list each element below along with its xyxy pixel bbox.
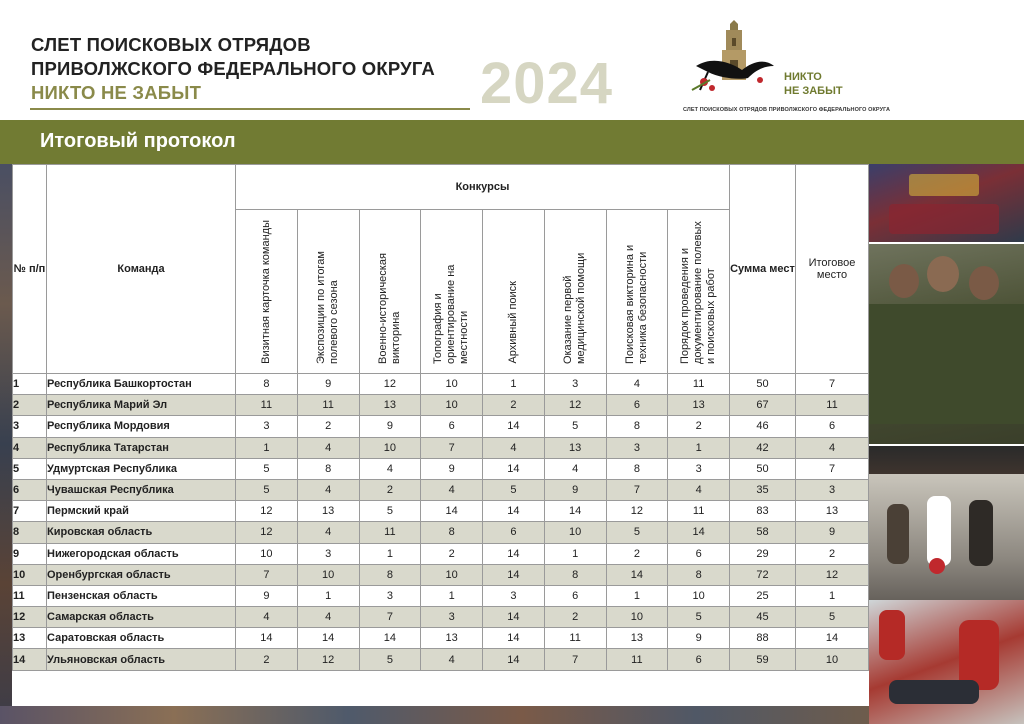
contest-place: 6 (668, 543, 730, 564)
contest-place: 11 (606, 649, 668, 670)
places-sum: 45 (730, 607, 796, 628)
contest-place: 1 (668, 437, 730, 458)
contest-place: 4 (544, 458, 606, 479)
contest-place: 12 (236, 501, 298, 522)
event-year: 2024 (480, 51, 614, 116)
row-number: 3 (13, 416, 47, 437)
contest-place: 7 (421, 437, 483, 458)
final-place: 13 (796, 501, 869, 522)
contest-place: 5 (483, 479, 545, 500)
team-name: Пензенская область (47, 585, 236, 606)
row-number: 1 (13, 374, 47, 395)
places-sum: 50 (730, 458, 796, 479)
table-row (13, 607, 869, 628)
column-header-team: Команда (47, 165, 236, 374)
row-number: 12 (13, 607, 47, 628)
contest-place: 12 (297, 649, 359, 670)
contest-place: 1 (606, 585, 668, 606)
wreath-laying-photo (869, 474, 1024, 614)
final-place: 3 (796, 479, 869, 500)
table-row (13, 437, 869, 458)
contest-place: 8 (297, 458, 359, 479)
contest-place: 10 (421, 374, 483, 395)
logo-text-line-2: НЕ ЗАБЫТ (784, 85, 843, 97)
column-header-final-place: Итоговое место (796, 165, 869, 374)
final-place: 5 (796, 607, 869, 628)
contest-place: 8 (421, 522, 483, 543)
contest-place: 7 (544, 649, 606, 670)
contest-place: 10 (668, 585, 730, 606)
row-number: 7 (13, 501, 47, 522)
title-underline (30, 108, 470, 110)
contest-header (359, 210, 421, 374)
contest-place: 14 (668, 522, 730, 543)
contest-place: 8 (359, 564, 421, 585)
table-row (13, 374, 869, 395)
contest-place: 8 (606, 458, 668, 479)
contest-place: 4 (606, 374, 668, 395)
contest-place: 4 (421, 649, 483, 670)
contest-place: 2 (668, 416, 730, 437)
title-band (0, 120, 1024, 164)
contest-place: 11 (297, 395, 359, 416)
protocol-title: Итоговый протокол (40, 130, 236, 152)
row-number: 4 (13, 437, 47, 458)
contest-place: 4 (297, 479, 359, 500)
contest-place: 2 (359, 479, 421, 500)
contest-place: 9 (544, 479, 606, 500)
contest-place: 7 (606, 479, 668, 500)
contest-label: Оказание первой медицинской помощи (562, 252, 588, 364)
contest-place: 5 (359, 501, 421, 522)
final-place: 12 (796, 564, 869, 585)
contest-place: 5 (236, 479, 298, 500)
contest-place: 5 (236, 458, 298, 479)
team-name: Чувашская Республика (47, 479, 236, 500)
contest-place: 5 (359, 649, 421, 670)
contest-place: 13 (668, 395, 730, 416)
table-row (13, 501, 869, 522)
contest-place: 1 (236, 437, 298, 458)
places-sum: 42 (730, 437, 796, 458)
places-sum: 29 (730, 543, 796, 564)
row-number: 6 (13, 479, 47, 500)
contest-place: 3 (359, 585, 421, 606)
contest-place: 1 (297, 585, 359, 606)
contest-place: 1 (544, 543, 606, 564)
contest-place: 14 (483, 628, 545, 649)
contest-label: Визитная карточка команды (259, 220, 272, 364)
row-number: 8 (13, 522, 47, 543)
contest-place: 2 (483, 395, 545, 416)
contest-place: 12 (236, 522, 298, 543)
team-name: Кировская область (47, 522, 236, 543)
contest-place: 14 (359, 628, 421, 649)
contest-place: 12 (544, 395, 606, 416)
contest-place: 14 (483, 607, 545, 628)
contest-place: 4 (297, 522, 359, 543)
places-sum: 72 (730, 564, 796, 585)
final-place: 4 (796, 437, 869, 458)
row-number: 13 (13, 628, 47, 649)
table-row (13, 522, 869, 543)
contest-place: 14 (297, 628, 359, 649)
contest-place: 14 (421, 501, 483, 522)
team-name: Республика Татарстан (47, 437, 236, 458)
contest-place: 4 (483, 437, 545, 458)
team-name: Саратовская область (47, 628, 236, 649)
contest-place: 6 (483, 522, 545, 543)
contest-place: 14 (483, 543, 545, 564)
contest-place: 8 (544, 564, 606, 585)
results-table (12, 164, 869, 671)
table-row (13, 628, 869, 649)
contest-place: 8 (668, 564, 730, 585)
row-number: 5 (13, 458, 47, 479)
table-row (13, 458, 869, 479)
contest-place: 2 (544, 607, 606, 628)
team-name: Республика Мордовия (47, 416, 236, 437)
contest-place: 3 (236, 416, 298, 437)
places-sum: 50 (730, 374, 796, 395)
contest-place: 7 (236, 564, 298, 585)
places-sum: 88 (730, 628, 796, 649)
table-row (13, 395, 869, 416)
contest-place: 11 (544, 628, 606, 649)
contest-place: 3 (297, 543, 359, 564)
final-place: 7 (796, 458, 869, 479)
table-row (13, 416, 869, 437)
first-aid-photo (869, 600, 1024, 724)
final-place: 14 (796, 628, 869, 649)
final-place: 10 (796, 649, 869, 670)
final-place: 6 (796, 416, 869, 437)
contest-place: 11 (236, 395, 298, 416)
places-sum: 58 (730, 522, 796, 543)
contest-place: 5 (544, 416, 606, 437)
contest-place: 12 (359, 374, 421, 395)
contest-place: 3 (606, 437, 668, 458)
contest-header (668, 210, 730, 374)
contest-place: 6 (606, 395, 668, 416)
contest-place: 9 (668, 628, 730, 649)
contest-place: 9 (359, 416, 421, 437)
team-name: Удмуртская Республика (47, 458, 236, 479)
contest-place: 14 (544, 501, 606, 522)
contest-label: Экспозиции по итогам полевого сезона (315, 251, 341, 364)
table-row (13, 585, 869, 606)
logo-text (784, 70, 843, 98)
logo-text-line-1: НИКТО (784, 71, 822, 83)
contest-place: 3 (544, 374, 606, 395)
table-row (13, 649, 869, 670)
contest-place: 13 (421, 628, 483, 649)
places-sum: 46 (730, 416, 796, 437)
contest-place: 8 (236, 374, 298, 395)
final-place: 1 (796, 585, 869, 606)
places-sum: 35 (730, 479, 796, 500)
contest-header (544, 210, 606, 374)
contest-place: 4 (297, 437, 359, 458)
contest-place: 2 (297, 416, 359, 437)
contest-place: 4 (359, 458, 421, 479)
header (0, 0, 1024, 118)
event-logo-icon (690, 20, 780, 102)
contest-place: 2 (421, 543, 483, 564)
event-title-line-1: СЛЕТ ПОИСКОВЫХ ОТРЯДОВ (31, 34, 311, 55)
team-name: Республика Марий Эл (47, 395, 236, 416)
table-row (13, 479, 869, 500)
contest-label: Поисковая викторина и техника безопасности (623, 244, 649, 364)
places-sum: 67 (730, 395, 796, 416)
final-place: 7 (796, 374, 869, 395)
contest-place: 14 (483, 649, 545, 670)
final-place: 2 (796, 543, 869, 564)
team-name: Нижегородская область (47, 543, 236, 564)
table-row (13, 543, 869, 564)
table-row (13, 564, 869, 585)
contest-place: 14 (483, 416, 545, 437)
contest-place: 10 (421, 395, 483, 416)
contest-place: 6 (668, 649, 730, 670)
row-number: 11 (13, 585, 47, 606)
contest-place: 14 (483, 458, 545, 479)
event-motto: НИКТО НЕ ЗАБЫТ (31, 82, 202, 103)
contest-place: 11 (359, 522, 421, 543)
photo-column (869, 164, 1024, 724)
contest-place: 2 (236, 649, 298, 670)
contest-place: 1 (483, 374, 545, 395)
contest-place: 3 (421, 607, 483, 628)
contest-place: 5 (668, 607, 730, 628)
row-number: 2 (13, 395, 47, 416)
contest-label: Топография и ориентирование на местности (432, 264, 471, 364)
contest-header (297, 210, 359, 374)
final-place: 9 (796, 522, 869, 543)
contest-place: 10 (421, 564, 483, 585)
contest-place: 9 (421, 458, 483, 479)
team-name: Оренбургская область (47, 564, 236, 585)
contest-place: 13 (606, 628, 668, 649)
row-number: 14 (13, 649, 47, 670)
contest-place: 7 (359, 607, 421, 628)
contest-place: 11 (668, 501, 730, 522)
contest-place: 2 (606, 543, 668, 564)
contest-label: Порядок проведения и документирование полевых и поисковых работ (679, 221, 718, 364)
contest-place: 10 (606, 607, 668, 628)
contest-place: 4 (421, 479, 483, 500)
row-number: 9 (13, 543, 47, 564)
places-sum: 83 (730, 501, 796, 522)
event-hall-photo (869, 164, 1024, 242)
cadets-photo (869, 244, 1024, 444)
contest-place: 6 (421, 416, 483, 437)
team-name: Ульяновская область (47, 649, 236, 670)
contest-place: 14 (483, 501, 545, 522)
contest-place: 14 (483, 564, 545, 585)
contest-place: 10 (359, 437, 421, 458)
contest-place: 10 (297, 564, 359, 585)
contest-place: 13 (544, 437, 606, 458)
contest-place: 1 (359, 543, 421, 564)
left-photo-strip (0, 164, 12, 724)
bottom-photo-strip (0, 706, 870, 724)
contest-header (421, 210, 483, 374)
contest-place: 1 (421, 585, 483, 606)
contest-header (236, 210, 298, 374)
contest-header (606, 210, 668, 374)
column-header-number: № п/п (13, 165, 47, 374)
contest-place: 14 (606, 564, 668, 585)
contest-place: 10 (544, 522, 606, 543)
places-sum: 59 (730, 649, 796, 670)
contest-place: 14 (236, 628, 298, 649)
contest-place: 12 (606, 501, 668, 522)
contest-label: Военно-историческая викторина (376, 253, 402, 364)
contest-place: 3 (668, 458, 730, 479)
team-name: Республика Башкортостан (47, 374, 236, 395)
places-sum: 25 (730, 585, 796, 606)
contest-header (483, 210, 545, 374)
contest-place: 11 (668, 374, 730, 395)
contest-place: 4 (668, 479, 730, 500)
contest-place: 10 (236, 543, 298, 564)
logo-subtext: СЛЕТ ПОИСКОВЫХ ОТРЯДОВ ПРИВОЛЖСКОГО ФЕДЕРАЛЬНОГО ОКРУГА (683, 107, 891, 113)
final-place: 11 (796, 395, 869, 416)
contest-place: 13 (297, 501, 359, 522)
contest-place: 9 (236, 585, 298, 606)
contest-place: 5 (606, 522, 668, 543)
event-title-line-2: ПРИВОЛЖСКОГО ФЕДЕРАЛЬНОГО ОКРУГА (31, 58, 435, 79)
contest-label: Архивный поиск (506, 281, 519, 364)
row-number: 10 (13, 564, 47, 585)
column-header-contests: Конкурсы (236, 165, 730, 210)
column-header-sum: Сумма мест (730, 165, 796, 374)
contest-place: 4 (297, 607, 359, 628)
contest-place: 4 (236, 607, 298, 628)
team-name: Пермский край (47, 501, 236, 522)
contest-place: 6 (544, 585, 606, 606)
contest-place: 8 (606, 416, 668, 437)
team-name: Самарская область (47, 607, 236, 628)
contest-place: 9 (297, 374, 359, 395)
contest-place: 3 (483, 585, 545, 606)
contest-place: 13 (359, 395, 421, 416)
